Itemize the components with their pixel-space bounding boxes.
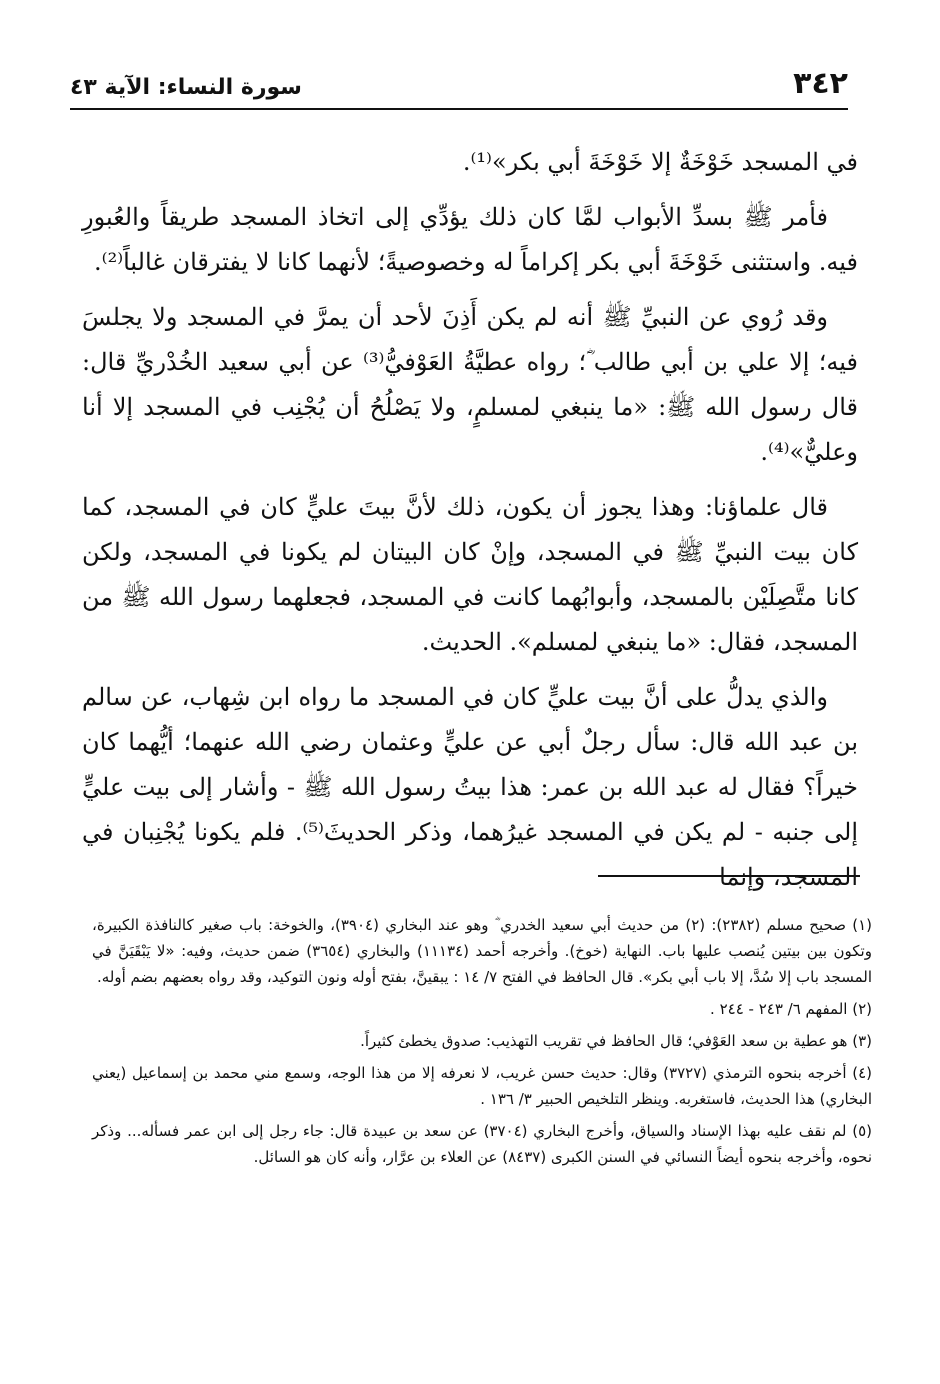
paragraph: في المسجد خَوْخَةٌ إلا خَوْخَةَ أبي بكر»⁽¹⁾. <box>462 148 858 176</box>
footnote-2: (٢) المفهم ٦/ ٢٤٣ - ٢٤٤ . <box>710 1000 872 1018</box>
footnote-3: (٣) هو عطية بن سعد العَوْفي؛ قال الحافظ في تقريب التهذيب: صدوق يخطئ كثيراً. <box>360 1032 872 1050</box>
paragraph: والذي يدلُّ على أنَّ بيت عليٍّ كان في المسجد ما رواه ابن شِهاب، عن سالم بن عبد الله قال: سأل رجلٌ أبي عن عليٍّ وعثمان رضي الله عنهما؛ أيُّهما كان خيراً؟ فقال له عبد الله بن عمر: هذا بيتُ رسول الله ﷺ - وأشار إلى بيت عليٍّ إلى جنبه - لم يكن في المسجد غيرُهما، وذكر الحديثَ⁽⁵⁾. فلم يكونا يُجْنِبان في المسجد، وإنما <box>82 683 859 891</box>
page-number: ٣٤٢ <box>793 66 848 101</box>
running-title: سورة النساء: الآية ٤٣ <box>70 75 302 100</box>
paragraph: قال علماؤنا: وهذا يجوز أن يكون، ذلك لأنَّ بيتَ عليٍّ كان في المسجد، كما كان بيت النبيِّ ﷺ في المسجد، وإنْ كان البيتان لم يكونا في المسجد، ولكن كانا متَّصِلَيْن بالمسجد، وأبوابُهما كانت في المسجد، فجعلهما رسول الله ﷺ من المسجد، فقال: «ما ينبغي لمسلم». الحديث. <box>82 493 858 656</box>
footnote-1: (١) صحيح مسلم (٢٣٨٢): (٢) من حديث أبي سعيد الخدري ؓ وهو عند البخاري (٣٩٠٤)، والخوخة: باب صغير كالنافذة الكبيرة، وتكون بين بيتين يُنصب عليها باب. النهاية (خوخ). وأخرجه أحمد (١١١٣٤) والبخاري (٣٦٥٤) ضمن حديث، وفيه: «لا يَبْقَيَنَّ في المسجد باب إلا سُدَّ، إلا باب أبي بكر». قال الحافظ في الفتح ٧/ ١٤ : يبقينَّ، بفتح أوله ونون التوكيد، وقد رواه بعضهم بضم أوله. <box>92 916 872 986</box>
page-header <box>70 64 848 110</box>
main-text <box>82 140 858 910</box>
footnote-separator <box>598 875 860 877</box>
footnote-4: (٤) أخرجه بنحوه الترمذي (٣٧٢٧) وقال: حديث حسن غريب، لا نعرفه إلا من هذا الوجه، وسمع مني محمد بن إسماعيل (يعني البخاري) هذا الحديث، فاستغربه. وينظر التلخيص الحبير ٣/ ١٣٦ . <box>92 1064 872 1108</box>
footnotes <box>92 912 872 1176</box>
footnote-5: (٥) لم نقف عليه بهذا الإسناد والسياق، وأخرج البخاري (٣٧٠٤) عن سعد بن عبيدة قال: جاء رجل إلى ابن عمر فسأله... وذكر نحوه، وأخرجه بنحوه أيضاً النسائي في السنن الكبرى (٨٤٣٧) عن العلاء بن عرَّار، وأنه كان هو السائل. <box>92 1122 872 1166</box>
paragraph: وقد رُوي عن النبيِّ ﷺ أنه لم يكن أَذِنَ لأحد أن يمرَّ في المسجد ولا يجلسَ فيه؛ إلا علي بن أبي طالب ؓ؛ رواه عطيَّةُ العَوْفيُّ⁽³⁾ عن أبي سعيد الخُدْريِّ قال: قال رسول الله ﷺ: «ما ينبغي لمسلمٍ، ولا يَصْلُحُ أن يُجْنِب في المسجد إلا أنا وعليٌّ»⁽⁴⁾. <box>82 303 858 466</box>
paragraph: فأمر ﷺ بسدِّ الأبواب لمَّا كان ذلك يؤدِّي إلى اتخاذ المسجد طريقاً والعُبورِ فيه. واستثنى خَوْخَةَ أبي بكر إكراماً له وخصوصيةً؛ لأنهما كانا لا يفترقان غالباً⁽²⁾. <box>82 203 858 276</box>
